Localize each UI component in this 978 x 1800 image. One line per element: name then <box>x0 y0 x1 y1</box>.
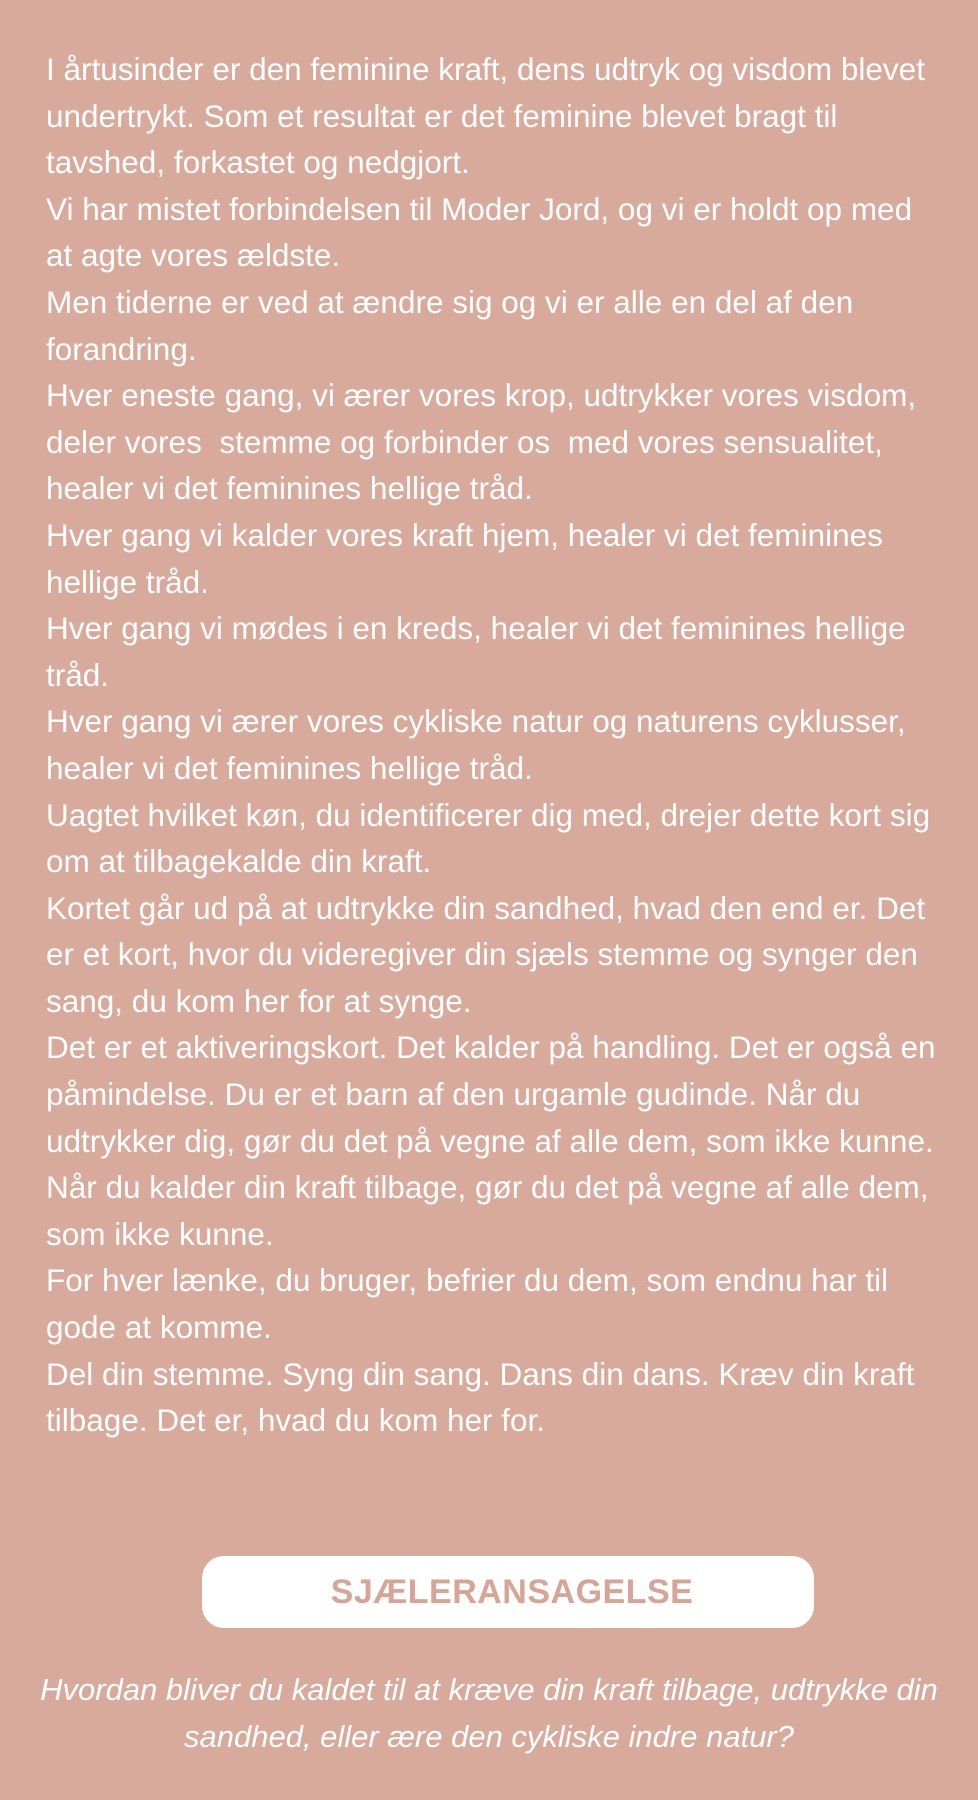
paragraph: Vi har mistet forbindelsen til Moder Jord, og vi er holdt op med at agte vores ældste. <box>46 190 921 274</box>
paragraph: Hver gang vi mødes i en kreds, healer vi det feminines hellige tråd. <box>46 610 915 693</box>
paragraph: Det er et aktiveringskort. Det kalder på handling. Det er også en påmindelse. Du er et barn af den urgamle gudinde. Når du udtrykker dig, gør du det på vegne af alle dem, som ikke kunne. <box>46 1029 945 1159</box>
paragraph: I årtusinder er den feminine kraft, dens udtryk og visdom blevet undertrykt. Som et resultat er det feminine blevet bragt til tavshed, forkastet og nedgjort. <box>46 51 934 181</box>
paragraph: Kortet går ud på at udtrykke din sandhed, hvad den end er. Det er et kort, hvor du videregiver din sjæls stemme og synger den sang, du kom her for at synge. <box>46 889 934 1019</box>
paragraph: Del din stemme. Syng din sang. Dans din dans. Kræv din kraft tilbage. Det er, hvad du kom her for. <box>46 1355 924 1439</box>
paragraph: Hver eneste gang, vi ærer vores krop, udtrykker vores visdom, deler vores stemme og forbinder os med vores sensualitet, healer vi det feminines hellige tråd. <box>46 377 925 507</box>
section-heading-badge <box>202 1556 814 1628</box>
section-heading: SJÆLERANSAGELSE <box>330 1572 694 1611</box>
paragraph: Hver gang vi kalder vores kraft hjem, healer vi det feminines hellige tråd. <box>46 516 892 600</box>
paragraph: Hver gang vi ærer vores cykliske natur og naturens cyklusser, healer vi det feminines hellige tråd. <box>46 703 915 786</box>
paragraph: For hver lænke, du bruger, befrier du dem, som endnu har til gode at komme. <box>46 1262 897 1346</box>
reflection-question: Hvordan bliver du kaldet til at kræve din kraft tilbage, udtrykke din sandhed, eller ære den cykliske indre natur? <box>40 1672 938 1754</box>
paragraph: Når du kalder din kraft tilbage, gør du det på vegne af alle dem, som ikke kunne. <box>46 1169 938 1252</box>
card-text <box>46 46 946 1444</box>
paragraph: Uagtet hvilket køn, du identificerer dig med, drejer dette kort sig om at tilbagekalde din kraft. <box>46 796 939 880</box>
paragraph: Men tiderne er ved at ændre sig og vi er alle en del af den forandring. <box>46 283 862 367</box>
